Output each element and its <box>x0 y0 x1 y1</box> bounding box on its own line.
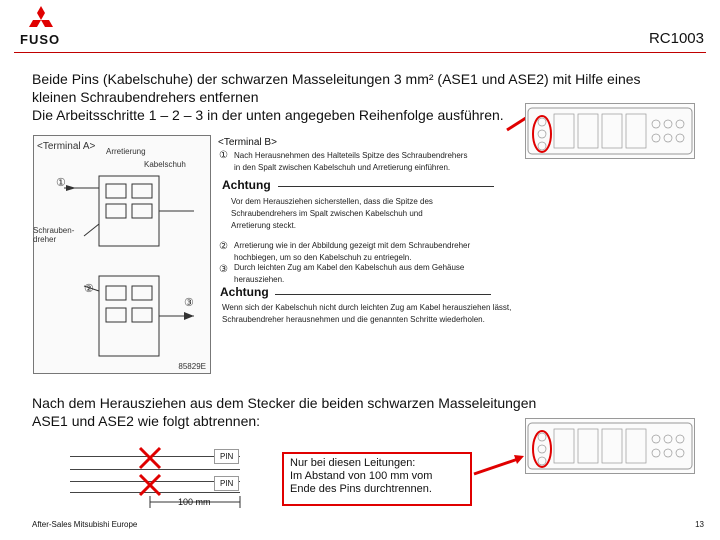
terminal-drawing <box>44 166 204 366</box>
connector-diagram-2 <box>525 418 695 474</box>
mitsubishi-logo-icon <box>26 6 56 32</box>
terminal-a-label: <Terminal A> <box>37 141 96 152</box>
figure-step-1: ① <box>56 177 66 189</box>
intro-line-1: Beide Pins (Kabelschuhe) der schwarzen Masseleitungen 3 mm² (ASE1 und ASE2) mit Hilfe eines <box>32 71 641 87</box>
pin-label-1: PIN <box>214 449 239 464</box>
intro-line-2: kleinen Schraubendrehers entfernen <box>32 89 259 105</box>
header-rule <box>14 52 706 53</box>
step1-marker: ① <box>219 150 228 161</box>
kabelschuh-label: Kabelschuh <box>144 160 186 169</box>
connector-diagram <box>525 103 695 159</box>
cut-note-box: Nur bei diesen Leitungen: Im Abstand von 100 mm vom Ende des Pins durchtrennen. <box>282 452 472 506</box>
intro-line-3: Die Arbeitsschritte 1 – 2 – 3 in der unten angegeben Reihenfolge ausführen. <box>32 107 504 123</box>
warning-2-text: Wenn sich der Kabelschuh nicht durch leichten Zug am Kabel herausziehen lässt, Schraubendreher herausnehmen und die genannten Schritte wiederholen. <box>222 303 512 324</box>
cut-mark-1-icon <box>137 445 163 471</box>
figure-step-3: ③ <box>184 297 194 309</box>
page-number: 13 <box>695 520 704 529</box>
step3-marker: ③ <box>219 264 228 275</box>
arretierung-label: Arretierung <box>106 147 146 156</box>
terminal-figure <box>33 135 211 374</box>
note-arrow-icon <box>472 453 527 477</box>
warning-1-text: Vor dem Herausziehen sicherstellen, dass die Spitze des Schraubendrehers im Spalt zwischen Kabelschuh und Arretierung steckt. <box>231 197 433 230</box>
step2-text: Arretierung wie in der Abbildung gezeigt mit dem Schraubendreher hochbiegen, um so den Kabelschuh zu entriegeln. <box>234 241 471 262</box>
figure-step-2: ② <box>84 283 94 295</box>
pin-label-2: PIN <box>214 476 239 491</box>
step3-text: Durch leichten Zug am Kabel den Kabelschuh aus dem Gehäuse herausziehen. <box>234 263 465 284</box>
step1-text: Nach Herausnehmen des Halteteils Spitze des Schraubendrehers in den Spalt zwischen Kabelschuh und Arretierung einführen. <box>234 151 468 172</box>
achtung-heading-2: Achtung <box>220 285 269 299</box>
footer-company: After-Sales Mitsubishi Europe <box>32 520 138 529</box>
fuso-logo-text: FUSO <box>20 32 61 47</box>
distance-label: 100 mm <box>178 497 211 507</box>
cut-mark-2-icon <box>137 472 163 498</box>
achtung-rule-2 <box>275 294 491 295</box>
schraubendreher-label: Schrauben- dreher <box>33 226 75 244</box>
achtung-heading-1: Achtung <box>222 178 271 192</box>
cut-instruction-text <box>32 394 552 430</box>
para2-line-2: ASE1 und ASE2 wie folgt abtrennen: <box>32 413 261 429</box>
para2-line-1: Nach dem Herausziehen aus dem Stecker die beiden schwarzen Masseleitungen <box>32 395 537 411</box>
figure-code: 85829E <box>178 362 206 371</box>
achtung-rule-1 <box>278 186 494 187</box>
step2-marker: ② <box>219 241 228 252</box>
terminal-b-label: <Terminal B> <box>218 137 277 148</box>
document-code: RC1003 <box>648 30 704 47</box>
